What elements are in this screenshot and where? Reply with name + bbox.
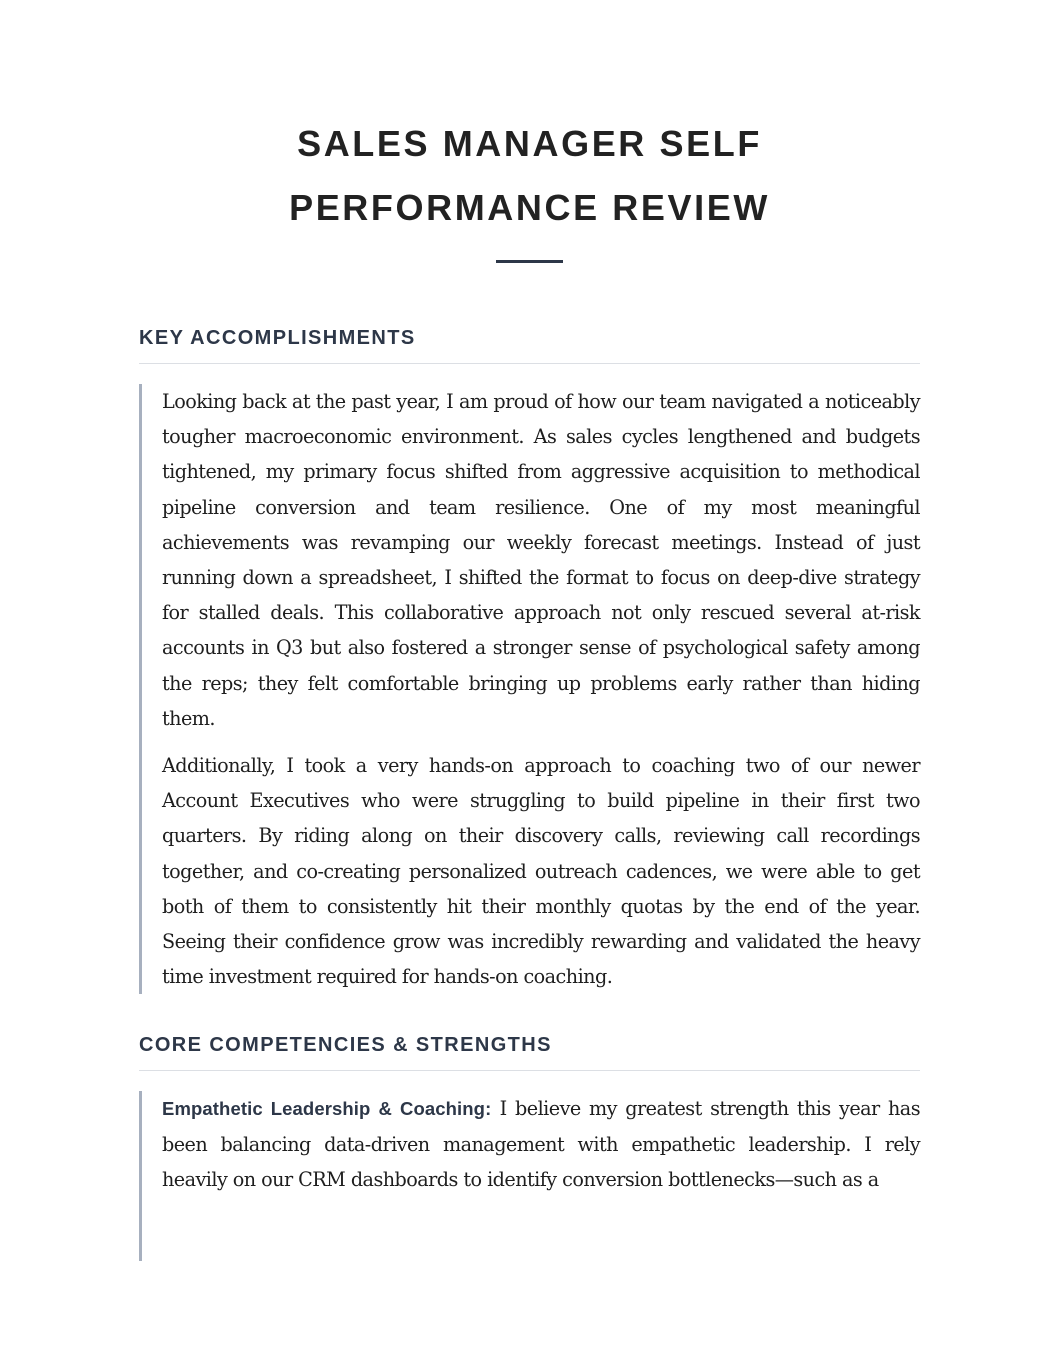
accomplishments-paragraph-1: Looking back at the past year, I am proud of how our team navigated a noticeably tougher macroeconomic environment. As sales cycles lengthened and budgets tightened, my primary focus shifted from aggressive acquisition to methodical pipeline conversion and team resilience. One of my most meaningful achievements was revamping our weekly forecast meetings. Instead of just running down a spreadsheet, I shifted the format to focus on deep-dive strategy for stalled deals. This collaborative approach not only rescued several at-risk accounts in Q3 but also fostered a stronger sense of psychological safety among the reps; they felt comfortable bringing up problems early rather than hiding them.	[162, 390, 920, 730]
key-accomplishments-blockquote	[139, 384, 920, 994]
accomplishments-paragraph-2: Additionally, I took a very hands-on approach to coaching two of our newer Account Executives who were struggling to build pipeline in their first two quarters. By riding along on their discovery calls, reviewing call recordings together, and co-creating personalized outreach cadences, we were able to get both of them to consistently hit their monthly quotas by the end of the year. Seeing their confidence grow was incredibly rewarding and validated the heavy time investment required for hands-on coaching.	[162, 754, 920, 989]
competencies-paragraph-1	[162, 1091, 920, 1197]
section-heading-key-accomplishments: KEY ACCOMPLISHMENTS	[139, 327, 920, 364]
core-competencies-blockquote	[139, 1091, 920, 1261]
competency-text: I believe my greatest strength this year has been balancing data-driven management with empathetic leadership. I rely heavily on our CRM dashboards to identify conversion bottlenecks—such as a	[162, 1097, 920, 1191]
competency-lead-label: Empathetic Leadership & Coaching:	[162, 1098, 492, 1120]
document-title-line-1: SALES MANAGER SELF	[297, 123, 762, 164]
section-heading-core-competencies: CORE COMPETENCIES & STRENGTHS	[139, 1034, 920, 1071]
document-title-line-2: PERFORMANCE REVIEW	[289, 187, 770, 228]
document-page	[139, 0, 920, 1261]
document-title	[139, 0, 920, 240]
title-divider	[496, 260, 563, 263]
